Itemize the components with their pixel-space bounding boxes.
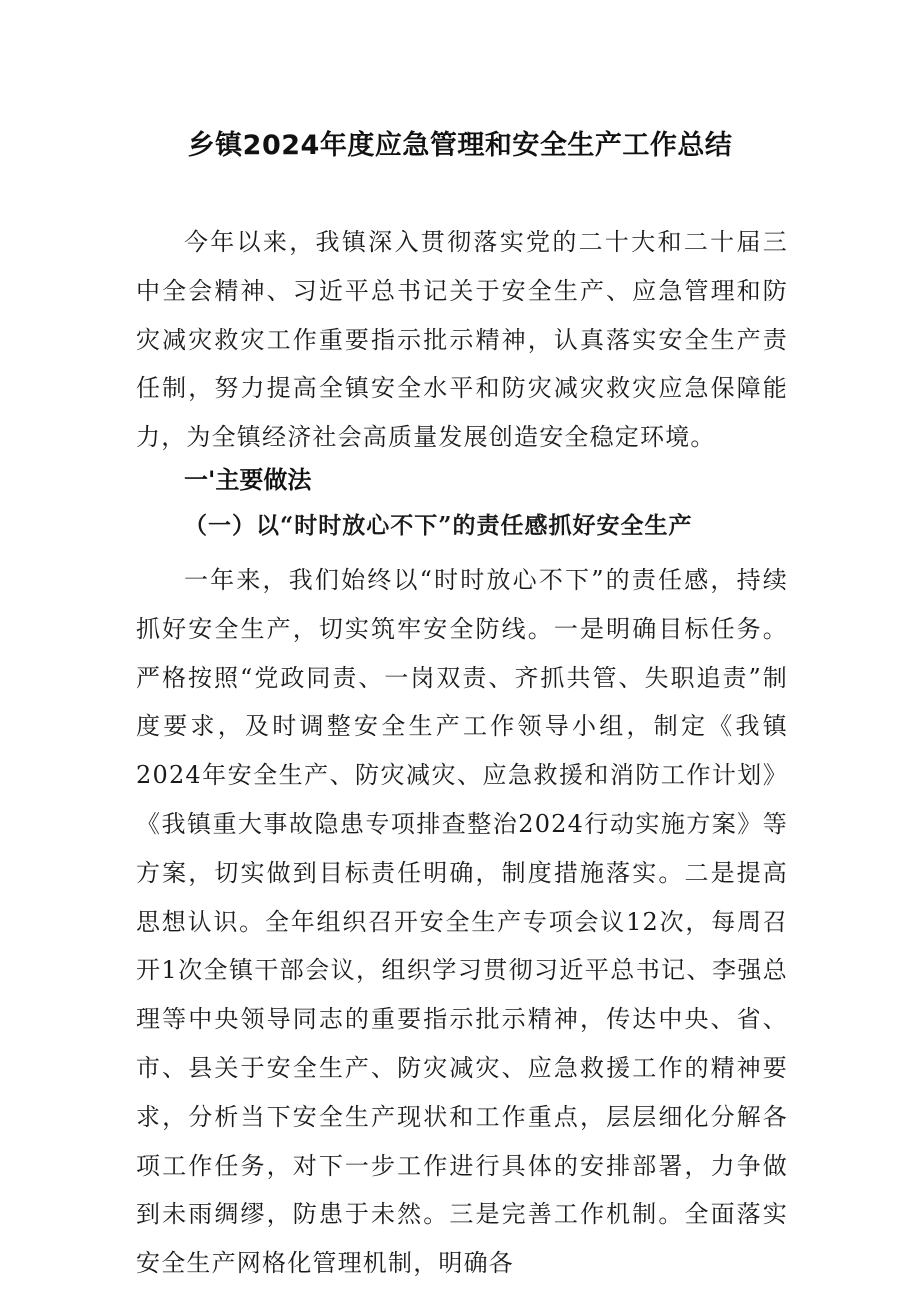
document-title: 乡镇2024年度应急管理和安全生产工作总结 (187, 130, 733, 161)
section-heading: 一'主要做法 (184, 466, 312, 494)
subsection-body-paragraph: 一年来，我们始终以“时时放心不下”的责任感，持续抓好安全生产，切实筑牢安全防线。一是明确目标任务。严格按照“党政同责、一岗双责、齐抓共管、失职追责”制度要求，及时调整安全生产工作领导小组，制定《我镇2024年安全生产、防灾减灾、应急救援和消防工作计划》《我镇重大事故隐患专项排查整治2024行动实施方案》等方案，切实做到目标责任明确，制度措施落实。二是提高思想认识。全年组织召开安全生产专项会议12次，每周召开1次全镇干部会议，组织学习贯彻习近平总书记、李强总理等中央领导同志的重要指示批示精神，传达中央、省、市、县关于安全生产、防灾减灾、应急救援工作的精神要求，分析当下安全生产现状和工作重点，层层细化分解各项工作任务，对下一步工作进行具体的安排部署，力争做到未雨绸缪，防患于未然。三是完善工作机制。全面落实安全生产网格化管理机制，明确各 (136, 566, 788, 1278)
subsection-heading: （一）以“时时放心不下”的责任感抓好安全生产 (184, 512, 693, 539)
intro-paragraph: 今年以来，我镇深入贯彻落实党的二十大和二十届三中全会精神、习近平总书记关于安全生产、应急管理和防灾减灾救灾工作重要指示批示精神，认真落实安全生产责任制，努力提高全镇安全水平和防灾减灾救灾应急保障能力，为全镇经济社会高质量发展创造安全稳定环境。 (136, 228, 788, 452)
